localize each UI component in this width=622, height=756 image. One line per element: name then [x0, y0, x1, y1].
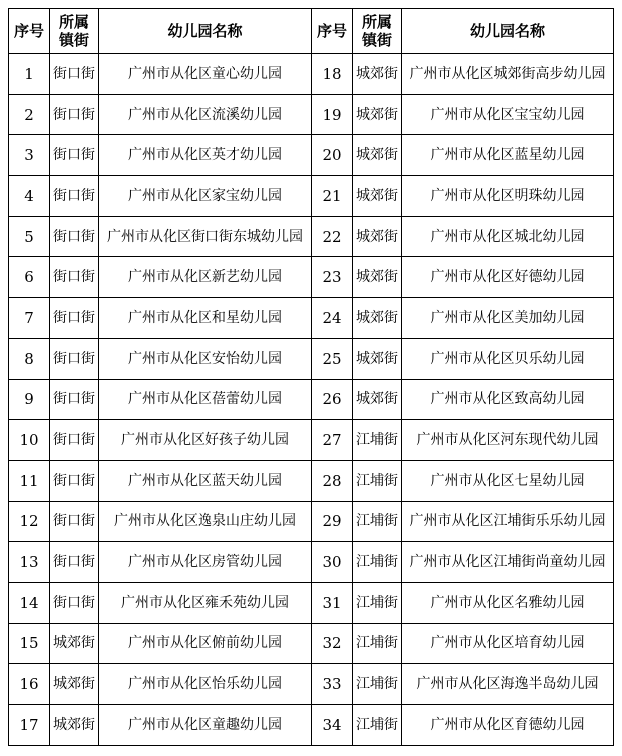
header-street-left: 所属镇街 [50, 9, 99, 54]
cell-street-right: 江埔街 [353, 664, 402, 705]
table-row [9, 54, 614, 95]
cell-street-left: 街口街 [50, 542, 99, 583]
cell-street-right: 城郊街 [353, 257, 402, 298]
cell-index-right: 32 [312, 623, 353, 664]
table-body [9, 54, 614, 746]
cell-street-left: 街口街 [50, 338, 99, 379]
table-row [9, 338, 614, 379]
cell-index-right: 31 [312, 582, 353, 623]
cell-name-right: 广州市从化区蓝星幼儿园 [402, 135, 614, 176]
cell-name-left: 广州市从化区和星幼儿园 [99, 298, 312, 339]
table-row [9, 379, 614, 420]
cell-name-right: 广州市从化区致高幼儿园 [402, 379, 614, 420]
cell-index-left: 10 [9, 420, 50, 461]
cell-name-right: 广州市从化区育德幼儿园 [402, 705, 614, 746]
cell-index-left: 8 [9, 338, 50, 379]
cell-name-right: 广州市从化区培育幼儿园 [402, 623, 614, 664]
cell-index-right: 18 [312, 54, 353, 95]
cell-street-left: 街口街 [50, 298, 99, 339]
cell-index-left: 12 [9, 501, 50, 542]
table-row [9, 176, 614, 217]
header-index-left: 序号 [9, 9, 50, 54]
cell-index-left: 17 [9, 705, 50, 746]
cell-index-right: 19 [312, 94, 353, 135]
cell-index-right: 28 [312, 460, 353, 501]
cell-name-right: 广州市从化区美加幼儿园 [402, 298, 614, 339]
cell-street-left: 街口街 [50, 135, 99, 176]
cell-index-right: 34 [312, 705, 353, 746]
cell-index-left: 14 [9, 582, 50, 623]
cell-index-right: 27 [312, 420, 353, 461]
cell-name-right: 广州市从化区江埔街尚童幼儿园 [402, 542, 614, 583]
cell-street-right: 江埔街 [353, 501, 402, 542]
cell-name-left: 广州市从化区英才幼儿园 [99, 135, 312, 176]
header-street-right: 所属镇街 [353, 9, 402, 54]
cell-name-left: 广州市从化区童心幼儿园 [99, 54, 312, 95]
cell-name-right: 广州市从化区好德幼儿园 [402, 257, 614, 298]
cell-name-left: 广州市从化区新艺幼儿园 [99, 257, 312, 298]
table-row [9, 94, 614, 135]
cell-street-right: 江埔街 [353, 582, 402, 623]
cell-street-right: 城郊街 [353, 216, 402, 257]
cell-name-right: 广州市从化区贝乐幼儿园 [402, 338, 614, 379]
cell-index-right: 21 [312, 176, 353, 217]
cell-street-left: 城郊街 [50, 664, 99, 705]
cell-name-left: 广州市从化区童趣幼儿园 [99, 705, 312, 746]
cell-name-left: 广州市从化区好孩子幼儿园 [99, 420, 312, 461]
cell-name-left: 广州市从化区蓝天幼儿园 [99, 460, 312, 501]
cell-street-right: 江埔街 [353, 420, 402, 461]
cell-street-left: 城郊街 [50, 705, 99, 746]
cell-index-left: 4 [9, 176, 50, 217]
cell-index-right: 23 [312, 257, 353, 298]
cell-street-right: 江埔街 [353, 705, 402, 746]
cell-street-right: 江埔街 [353, 460, 402, 501]
cell-street-right: 城郊街 [353, 94, 402, 135]
cell-street-left: 街口街 [50, 460, 99, 501]
cell-street-right: 江埔街 [353, 542, 402, 583]
cell-name-right: 广州市从化区宝宝幼儿园 [402, 94, 614, 135]
cell-index-left: 16 [9, 664, 50, 705]
table-row [9, 257, 614, 298]
table-row [9, 420, 614, 461]
cell-index-right: 26 [312, 379, 353, 420]
cell-name-right: 广州市从化区明珠幼儿园 [402, 176, 614, 217]
cell-street-right: 城郊街 [353, 176, 402, 217]
cell-index-left: 11 [9, 460, 50, 501]
cell-name-left: 广州市从化区怡乐幼儿园 [99, 664, 312, 705]
cell-street-left: 街口街 [50, 420, 99, 461]
cell-name-left: 广州市从化区雍禾苑幼儿园 [99, 582, 312, 623]
cell-street-left: 街口街 [50, 257, 99, 298]
table-row [9, 705, 614, 746]
table-row [9, 216, 614, 257]
table-row [9, 501, 614, 542]
cell-index-right: 22 [312, 216, 353, 257]
cell-index-left: 9 [9, 379, 50, 420]
cell-name-right: 广州市从化区名雅幼儿园 [402, 582, 614, 623]
table-row [9, 542, 614, 583]
header-row [9, 9, 614, 54]
cell-street-left: 城郊街 [50, 623, 99, 664]
table-row [9, 135, 614, 176]
cell-street-left: 街口街 [50, 54, 99, 95]
cell-name-right: 广州市从化区海逸半岛幼儿园 [402, 664, 614, 705]
cell-street-right: 城郊街 [353, 298, 402, 339]
cell-street-right: 城郊街 [353, 54, 402, 95]
cell-street-right: 城郊街 [353, 338, 402, 379]
cell-name-right: 广州市从化区江埔街乐乐幼儿园 [402, 501, 614, 542]
cell-street-left: 街口街 [50, 94, 99, 135]
cell-name-right: 广州市从化区七星幼儿园 [402, 460, 614, 501]
cell-name-left: 广州市从化区房管幼儿园 [99, 542, 312, 583]
cell-name-left: 广州市从化区蓓蕾幼儿园 [99, 379, 312, 420]
cell-name-right: 广州市从化区城北幼儿园 [402, 216, 614, 257]
table-row [9, 623, 614, 664]
header-name-left: 幼儿园名称 [99, 9, 312, 54]
table-row [9, 298, 614, 339]
cell-name-left: 广州市从化区逸泉山庄幼儿园 [99, 501, 312, 542]
cell-street-left: 街口街 [50, 176, 99, 217]
cell-street-right: 城郊街 [353, 379, 402, 420]
cell-street-left: 街口街 [50, 216, 99, 257]
cell-index-left: 3 [9, 135, 50, 176]
cell-street-left: 街口街 [50, 501, 99, 542]
cell-name-left: 广州市从化区街口街东城幼儿园 [99, 216, 312, 257]
cell-index-right: 24 [312, 298, 353, 339]
cell-index-right: 29 [312, 501, 353, 542]
header-index-right: 序号 [312, 9, 353, 54]
cell-index-left: 15 [9, 623, 50, 664]
cell-name-left: 广州市从化区家宝幼儿园 [99, 176, 312, 217]
table-row [9, 460, 614, 501]
cell-name-left: 广州市从化区俯前幼儿园 [99, 623, 312, 664]
header-name-right: 幼儿园名称 [402, 9, 614, 54]
cell-index-right: 25 [312, 338, 353, 379]
kindergarten-table [8, 8, 614, 746]
cell-index-left: 2 [9, 94, 50, 135]
cell-index-right: 33 [312, 664, 353, 705]
cell-name-left: 广州市从化区安怡幼儿园 [99, 338, 312, 379]
cell-name-left: 广州市从化区流溪幼儿园 [99, 94, 312, 135]
cell-name-right: 广州市从化区河东现代幼儿园 [402, 420, 614, 461]
cell-index-left: 5 [9, 216, 50, 257]
cell-street-right: 城郊街 [353, 135, 402, 176]
cell-index-left: 6 [9, 257, 50, 298]
cell-index-left: 1 [9, 54, 50, 95]
cell-street-left: 街口街 [50, 582, 99, 623]
cell-street-right: 江埔街 [353, 623, 402, 664]
table-row [9, 664, 614, 705]
cell-index-left: 13 [9, 542, 50, 583]
cell-index-left: 7 [9, 298, 50, 339]
table-row [9, 582, 614, 623]
cell-street-left: 街口街 [50, 379, 99, 420]
cell-name-right: 广州市从化区城郊街高步幼儿园 [402, 54, 614, 95]
cell-index-right: 30 [312, 542, 353, 583]
cell-index-right: 20 [312, 135, 353, 176]
